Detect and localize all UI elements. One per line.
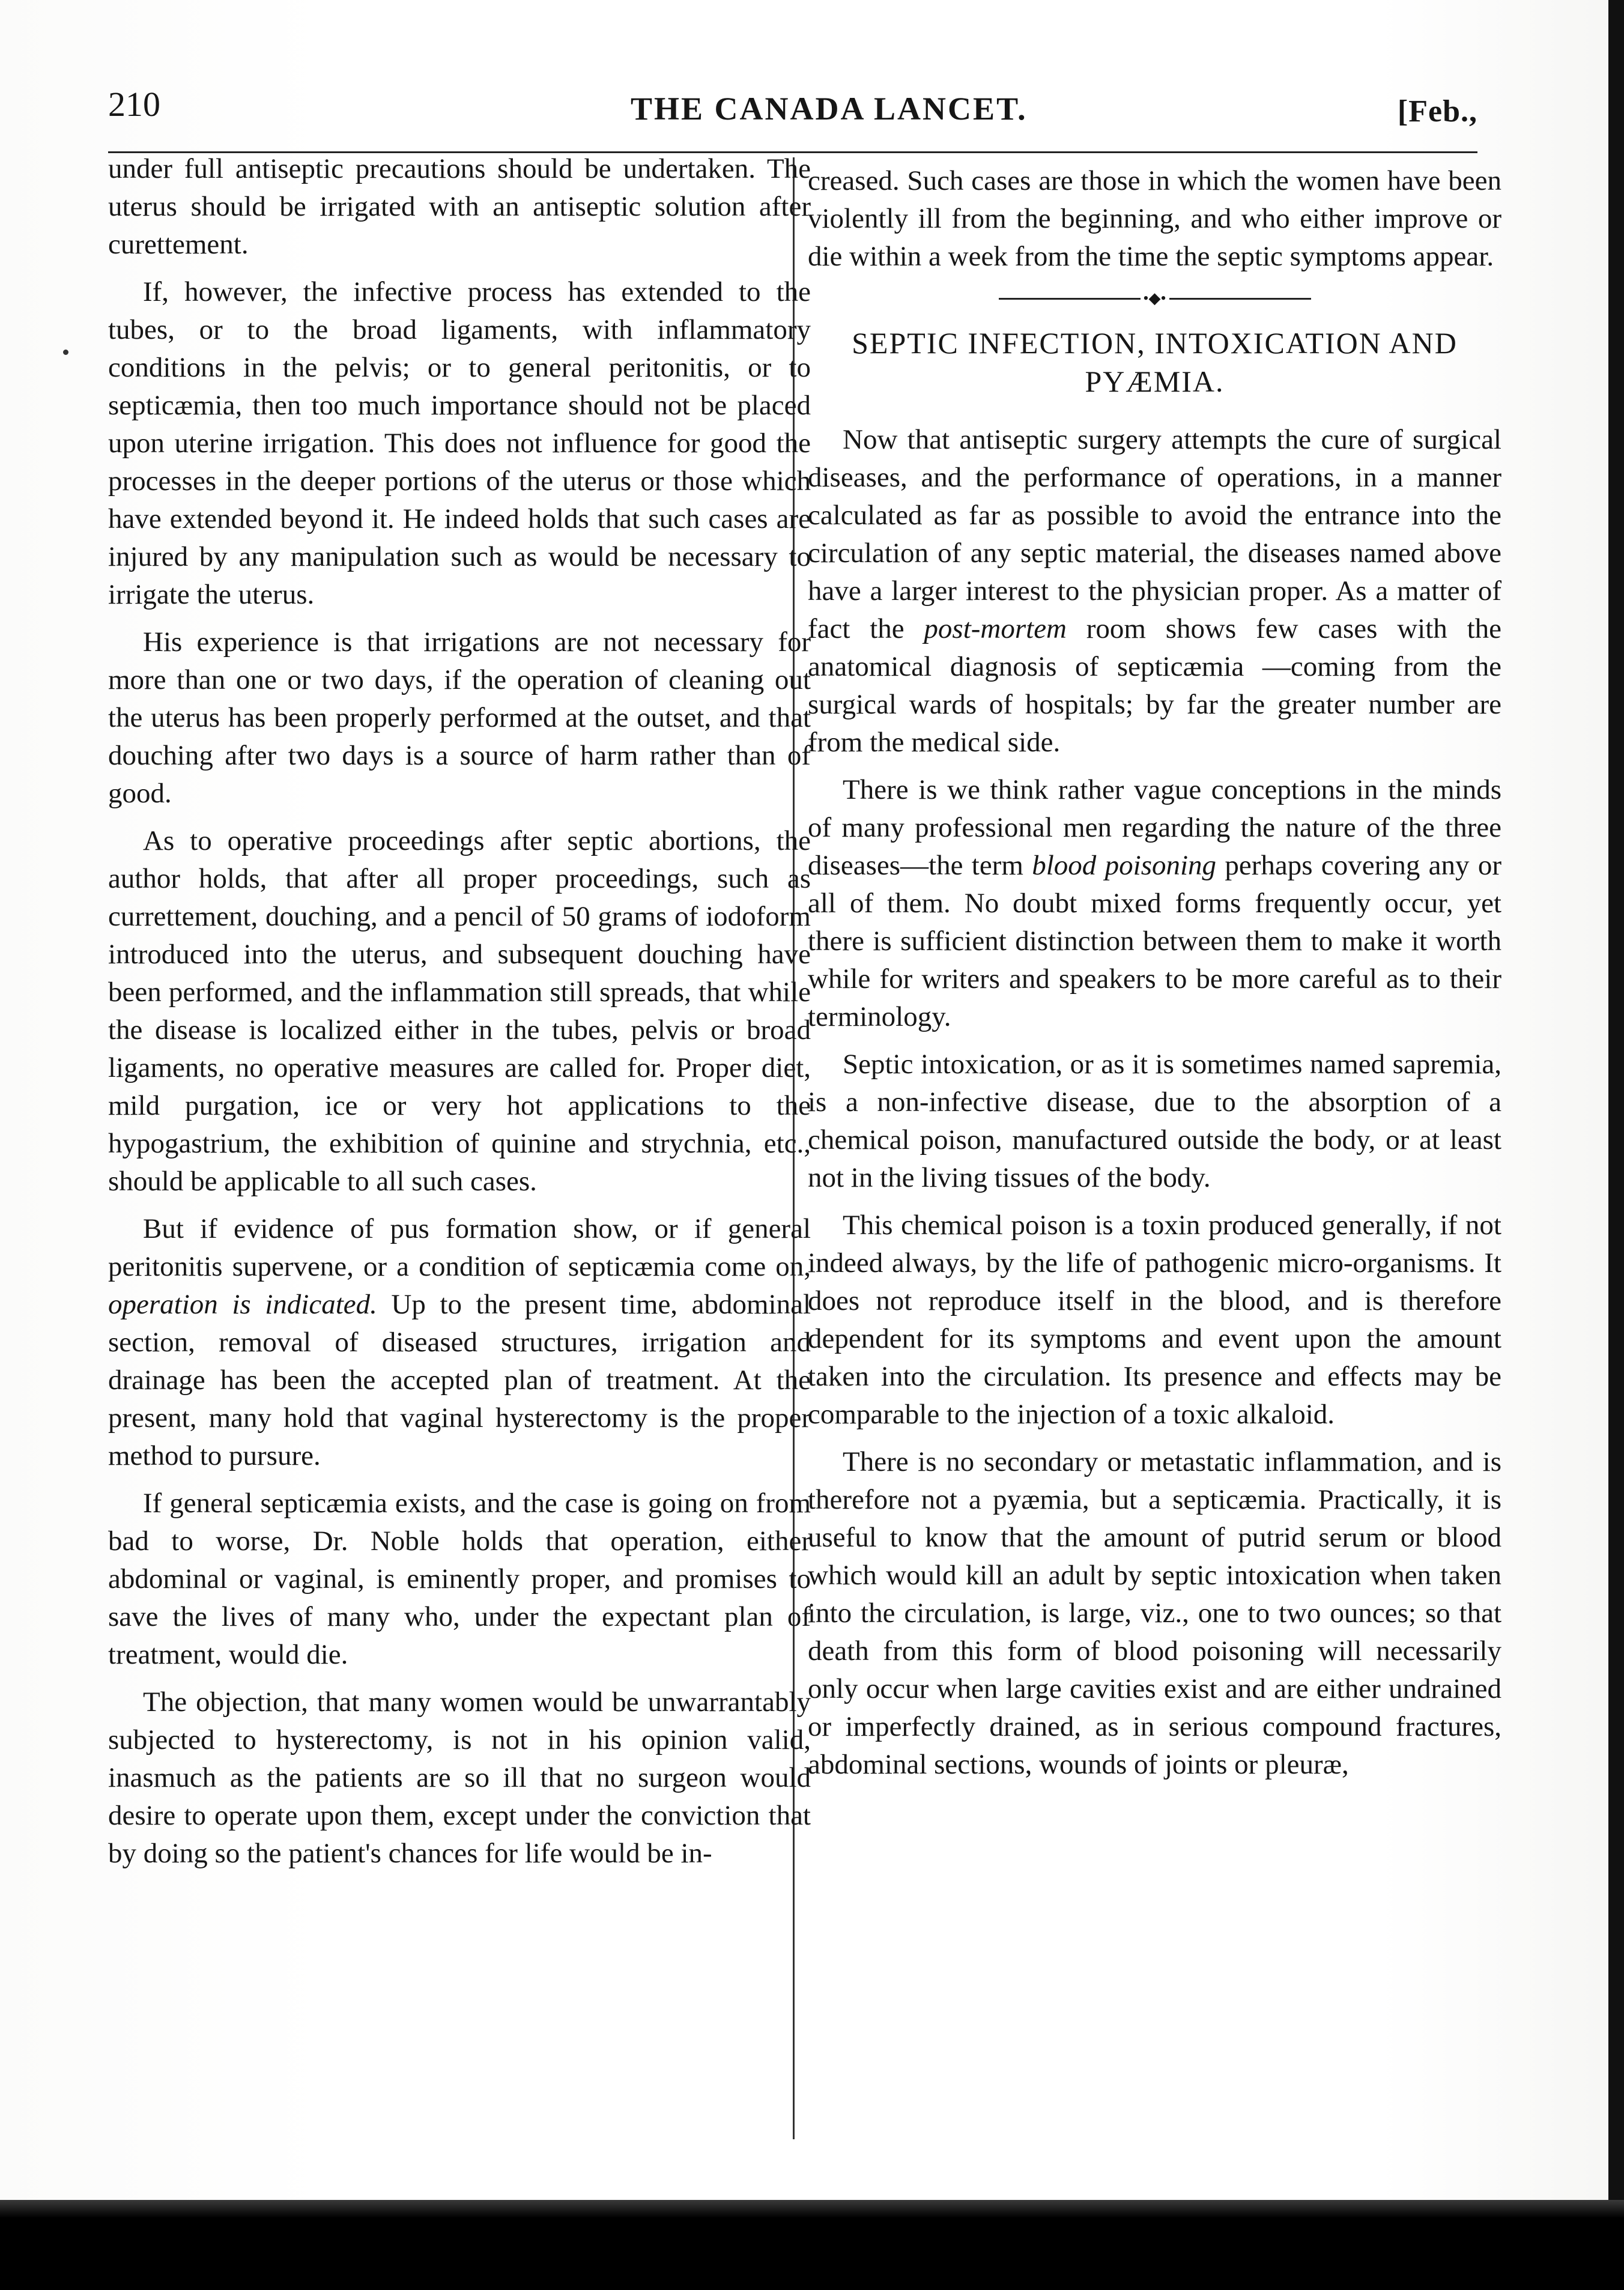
paragraph-text: But if evidence of pus formation show, or if general peritonitis supervene, or a condition of septicæmia come on, <box>108 1213 811 1282</box>
journal-title: THE CANADA LANCET. <box>631 91 1028 127</box>
paragraph <box>108 1210 811 1475</box>
italic-phrase: blood poisoning <box>1032 850 1217 881</box>
paragraph-text: perhaps covering any or all of them. No doubt mixed forms frequently occur, yet there is sufficient distinction between them to make it worth while for writers and speakers to be more careful as to their terminology. <box>808 850 1502 1032</box>
section-title: SEPTIC INFECTION, INTOXICATION AND PYÆMIA. <box>852 326 1458 398</box>
scan-edge-bottom <box>0 2200 1624 2290</box>
paragraph: Septic intoxication, or as it is sometimes named sapremia, is a non-infective disease, due to the absorption of a chemical poison, manufactured outside the body, or at least not in the living tissues of the body. <box>808 1049 1501 1193</box>
issue-month: [Feb., <box>1397 94 1477 129</box>
section-separator <box>999 291 1311 306</box>
left-column <box>108 150 811 1882</box>
right-column <box>808 162 1501 1793</box>
paragraph: under full antiseptic precautions should be undertaken. The uterus should be irrigated with an antiseptic solution after curettement. <box>108 153 811 260</box>
paragraph: If, however, the infective process has extended to the tubes, or to the broad ligaments, with inflammatory conditions in the pelvis; or to general peritonitis, or to septicæmia, then too much importance should not be placed upon uterine irrigation. This does not influence for good the processes in the deeper portions of the uterus or those which have extended beyond it. He indeed holds that such cases are injured by any manipulation such as would be necessary to irrigate the uterus. <box>108 276 811 610</box>
scan-edge-right <box>1608 0 1624 2290</box>
paragraph: creased. Such cases are those in which the women have been violently ill from the beginning, and who either improve or die within a week from the time the septic symptoms appear. <box>808 165 1501 272</box>
paragraph: His experience is that irrigations are not necessary for more than one or two days, if the operation of cleaning out the uterus has been properly performed at the outset, and that douching after two days is a source of harm rather than of good. <box>108 626 811 809</box>
paragraph: If general septicæmia exists, and the case is going on from bad to worse, Dr. Noble holds that operation, either abdominal or vaginal, is eminently proper, and promises to save the lives of many who, under the expectant plan of treatment, would die. <box>108 1488 811 1670</box>
italic-phrase: operation is indicated. <box>108 1289 377 1320</box>
separator-ornament: •◆• <box>1141 291 1169 306</box>
paragraph <box>808 421 1501 762</box>
running-header <box>108 84 1477 150</box>
paragraph-text: Up to the present time, abdominal section, removal of diseased structures, irrigation and drainage has been the accepted plan of treatment. At the present, many hold that vaginal hysterectomy is the proper method to pursure. <box>108 1289 811 1471</box>
paragraph-text: room shows few cases with the anatomical diagnosis of septicæmia —coming from the surgical wards of hospitals; by far the greater number are from the medical side. <box>808 613 1501 758</box>
paragraph-text: Now that antiseptic surgery attempts the cure of surgical diseases, and the performance of operations, in a manner calculated as far as possible to avoid the entrance into the circulation of any septic material, the diseases named above have a larger interest to the physician proper. As a matter of fact the <box>808 424 1501 644</box>
paragraph-text: There is we think rather vague conceptions in the minds of many professional men regarding the nature of the three diseases—the term <box>808 774 1501 881</box>
italic-phrase: post-mortem <box>924 613 1067 644</box>
paragraph: This chemical poison is a toxin produced generally, if not indeed always, by the life of pathogenic micro-organisms. It does not reproduce itself in the blood, and is therefore dependent for its symptoms and event upon the amount taken into the circulation. Its presence and effects may be comparable to the injection of a toxic alkaloid. <box>808 1210 1501 1430</box>
paragraph: As to operative proceedings after septic abortions, the author holds, that after all proper proceedings, such as currettement, douching, and a pencil of 50 grams of iodoform introduced into the uterus, and subsequent douching have been performed, and the inflammation still spreads, that while the disease is localized either in the tubes, pelvis or broad ligaments, no operative measures are called for. Proper diet, mild purgation, ice or very hot applications to the hypogastrium, the exhibition of quinine and strychnia, etc., should be applicable to all such cases. <box>108 825 811 1197</box>
paragraph <box>808 771 1501 1036</box>
paragraph: The objection, that many women would be unwarrantably subjected to hysterectomy, is not in his opinion valid, inasmuch as the patients are so ill that no surgeon would desire to operate upon them, except under the conviction that by doing so the patient's chances for life would be in- <box>108 1686 811 1869</box>
page-number: 210 <box>108 85 160 124</box>
paragraph: There is no secondary or metastatic inflammation, and is therefore not a pyæmia, but a septicæmia. Practically, it is useful to know that the amount of putrid serum or blood which would kill an adult by septic intoxication when taken into the circulation, is large, viz., one to two ounces; so that death from this form of blood poisoning will necessarily only occur when large cavities exist and are either undrained or imperfectly drained, as in serious compound fractures, abdominal sections, wounds of joints or pleuræ, <box>808 1446 1501 1780</box>
margin-dot <box>63 350 68 355</box>
